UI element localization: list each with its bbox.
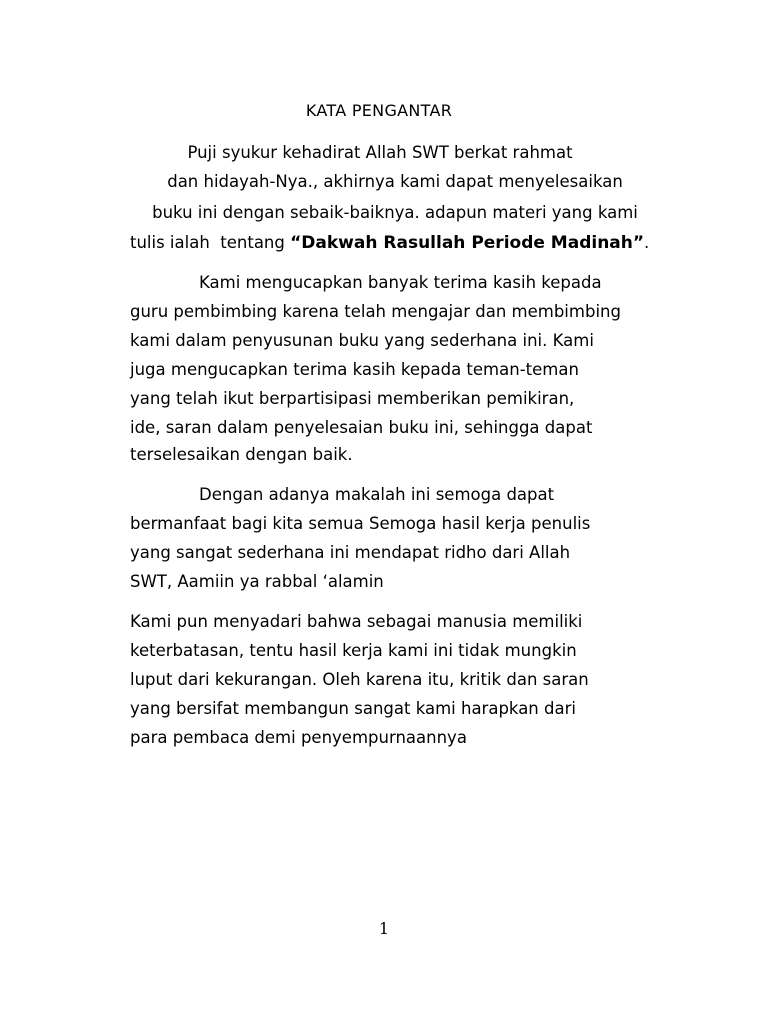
paragraph-1-line-4-prefix: tulis ialah tentang <box>130 233 291 252</box>
paragraph-3-line-2: bermanfaat bagi kita semua Semoga hasil kerja penulis <box>130 514 591 533</box>
paragraph-1-line-3: buku ini dengan sebaik-baiknya. adapun materi yang kami <box>152 203 638 222</box>
paragraph-1-line-4-bold-topic: “Dakwah Rasullah Periode Madinah” <box>290 233 645 253</box>
page-number: 1 <box>378 919 390 938</box>
paragraph-1-line-1-text: Puji syukur kehadirat Allah SWT berkat rahmat <box>187 143 573 162</box>
paragraph-2-line-4: juga mengucapkan terima kasih kepada teman-teman <box>130 360 579 379</box>
paragraph-4-line-2: keterbatasan, tentu hasil kerja kami ini tidak mungkin <box>130 641 577 660</box>
paragraph-2-line-5: yang telah ikut berpartisipasi memberikan pemikiran, <box>130 389 575 408</box>
paragraph-2-line-2: guru pembimbing karena telah mengajar dan membimbing <box>130 302 621 321</box>
paragraph-4-line-3: luput dari kekurangan. Oleh karena itu, kritik dan saran <box>130 670 589 689</box>
paragraph-4-line-4: yang bersifat membangun sangat kami harapkan dari <box>130 699 576 718</box>
paragraph-2-line-1: Kami mengucapkan banyak terima kasih kepada <box>199 273 602 292</box>
paragraph-3-line-4: SWT, Aamiin ya rabbal ‘alamin <box>130 572 384 591</box>
paragraph-3-line-1: Dengan adanya makalah ini semoga dapat <box>199 485 555 504</box>
paragraph-4-line-1: Kami pun menyadari bahwa sebagai manusia memiliki <box>130 612 583 631</box>
page-title <box>0 101 768 120</box>
paragraph-2-line-6: ide, saran dalam penyelesaian buku ini, sehingga dapat <box>130 418 593 437</box>
paragraph-2-line-7: terselesaikan dengan baik. <box>130 445 353 464</box>
paragraph-2-line-3: kami dalam penyusunan buku yang sederhana ini. Kami <box>130 331 594 350</box>
paragraph-1-line-2: dan hidayah-Nya., akhirnya kami dapat menyelesaikan <box>167 172 623 191</box>
paragraph-4-line-5: para pembaca demi penyempurnaannya <box>130 728 467 747</box>
paragraph-1-line-4-suffix: . <box>644 233 650 252</box>
paragraph-3-line-3: yang sangat sederhana ini mendapat ridho dari Allah <box>130 543 571 562</box>
paragraph-1-line-4 <box>130 233 649 253</box>
page-title-text: KATA PENGANTAR <box>305 101 453 120</box>
paragraph-1-line-1 <box>0 143 768 163</box>
